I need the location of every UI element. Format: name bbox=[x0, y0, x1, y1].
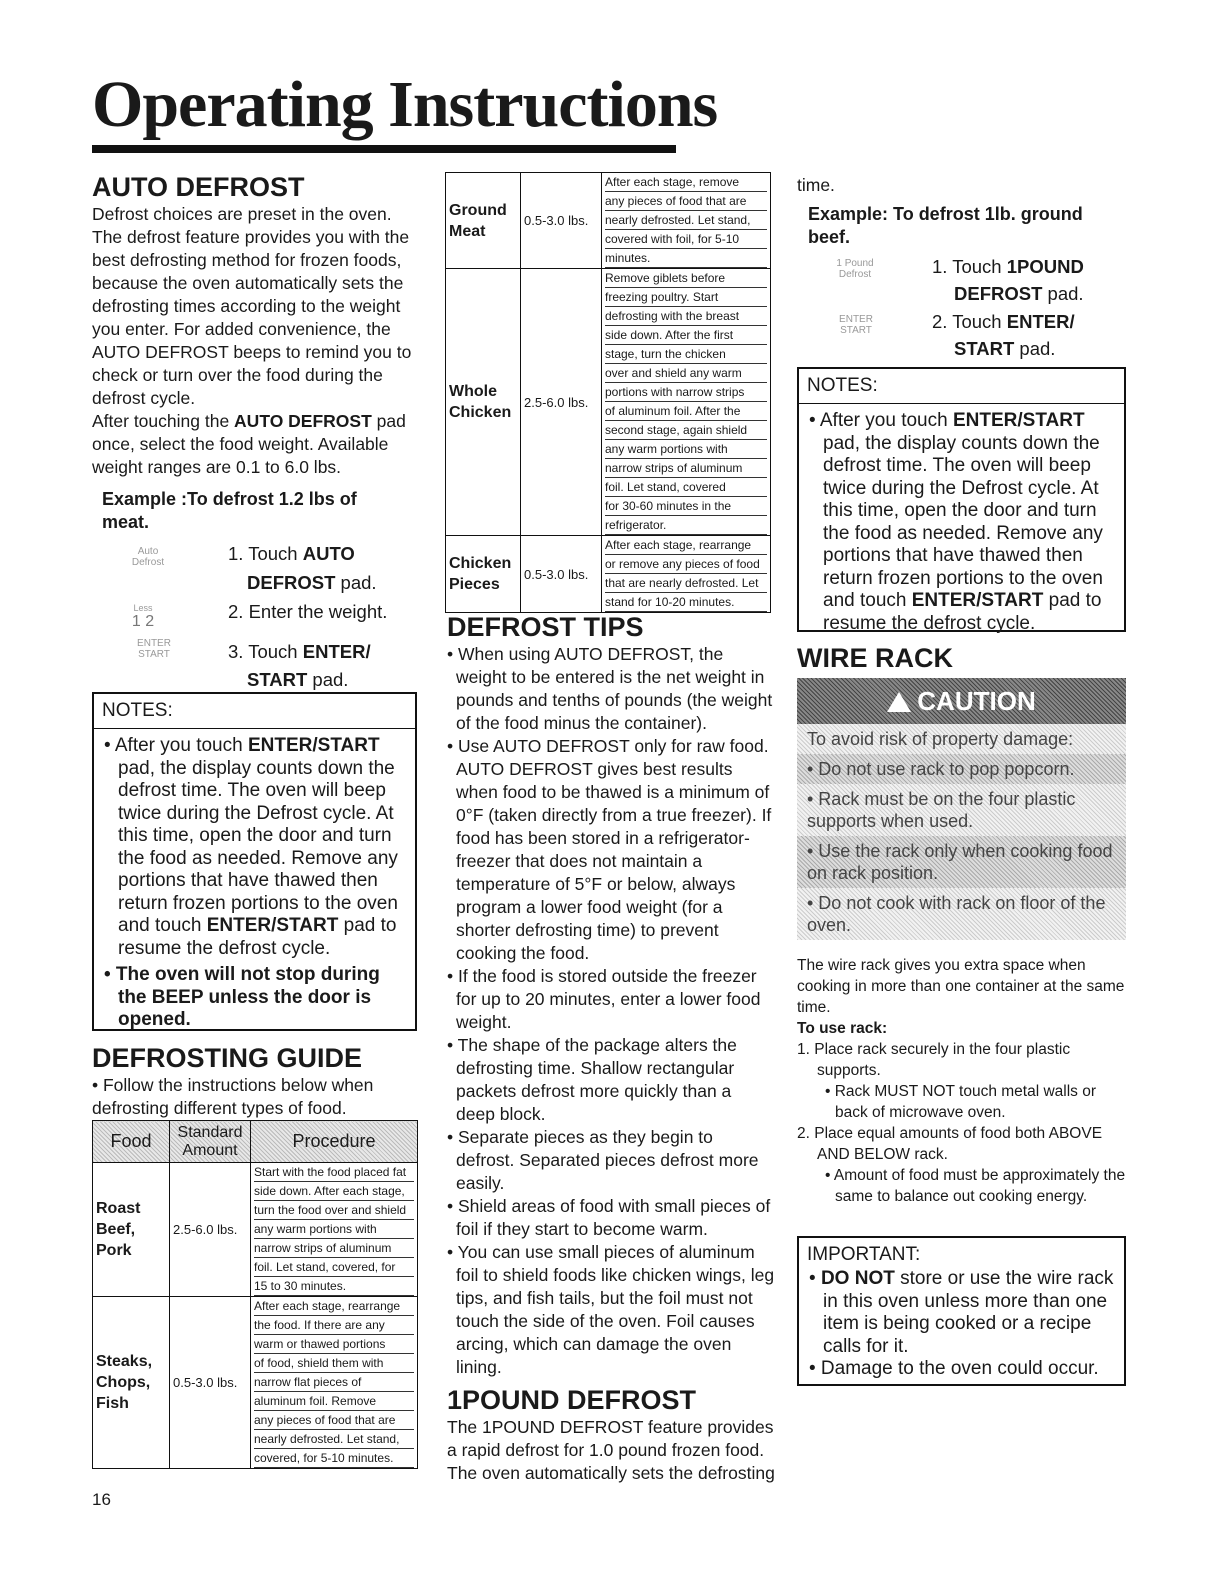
defrost-tip: • Separate pieces as they begin to defrost. Separated pieces defrost more easily. bbox=[447, 1127, 759, 1193]
warning-icon bbox=[887, 692, 911, 712]
defrost-tip: • Shield areas of food with small pieces of foil if they start to become warm. bbox=[447, 1196, 771, 1239]
table-row bbox=[446, 536, 771, 613]
one-pound-defrost-text-continued: time. bbox=[797, 175, 835, 195]
defrost-tip: • When using AUTO DEFROST, the weight to be entered is the net weight in pounds and tenths of pounds (the weight of the food minus the container). bbox=[447, 644, 773, 733]
page-title: Operating Instructions bbox=[92, 68, 718, 141]
notes-box-2 bbox=[797, 367, 1126, 632]
procedure-cell: After each stage, rearrange or remove any pieces of food that are nearly defrosted. Let stand for 10-20 minutes. bbox=[602, 536, 771, 613]
caution-box bbox=[797, 678, 1126, 940]
defrost-tip: • If the food is stored outside the freezer for up to 20 minutes, enter a lower food weight. bbox=[447, 966, 761, 1032]
food-cell: Steaks, Chops, Fish bbox=[93, 1297, 170, 1469]
table-header-row bbox=[93, 1121, 418, 1163]
notes-bullet: • After you touch ENTER/START pad, the display counts down the defrost time. The oven will beep twice during the Defrost cycle. At this time, open the door and turn the food as needed. Remove any portions that have thawed then return frozen portions to the oven and touch ENTER/START pad to resume the defrost cycle. bbox=[809, 410, 1103, 634]
one-pound-defrost-example: Example: To defrost 1lb. ground beef. bbox=[808, 204, 1083, 247]
defrost-tips-list bbox=[447, 643, 775, 1379]
one-pound-step-2: 2. Touch ENTER/ bbox=[932, 311, 1075, 332]
one-pound-defrost-pad-icon: 1 Pound Defrost bbox=[836, 258, 874, 280]
defrosting-guide-table-2 bbox=[445, 172, 771, 613]
caution-intro: To avoid risk of property damage: bbox=[807, 729, 1074, 749]
enter-start-pad-icon: ENTER START bbox=[137, 638, 171, 660]
wire-rack-text bbox=[797, 955, 1127, 1207]
amount-cell: 0.5-3.0 lbs. bbox=[170, 1297, 251, 1469]
defrost-tip: • Use AUTO DEFROST only for raw food. AUTO DEFROST gives best results when food to be thawed is a minimum of 0°F (taken directly from a true freezer). If food has been stored in a refrigerator-freezer that does not maintain a temperature of 5°F or below, always program a lower food weight (for a shorter defrosting time) to prevent cooking the food. bbox=[447, 736, 772, 963]
notes-header: NOTES: bbox=[94, 694, 415, 729]
number-pad-icon: Less 1 2 bbox=[131, 603, 155, 630]
procedure-cell: Remove giblets before freezing poultry. Start defrosting with the breast side down. After the first stage, turn the chicken over and shield any warm portions with narrow strips of aluminum foil. After the second stage, again shield any warm portions with narrow strips of aluminum foil. Let stand, covered for 30-60 minutes in the refrigerator. bbox=[602, 269, 771, 536]
to-use-rack-label: To use rack: bbox=[797, 1020, 888, 1037]
important-header: IMPORTANT: bbox=[807, 1244, 921, 1265]
procedure-cell: After each stage, rearrange the food. If there are any warm or thawed portions of food, shield them with narrow flat pieces of aluminum foil. Remove any pieces of food that are nearly defrosted. Let stand, covered, for 5-10 minutes. bbox=[251, 1297, 418, 1469]
page-number: 16 bbox=[92, 1490, 111, 1509]
one-pound-step-1-cont: DEFROST pad. bbox=[954, 283, 1084, 304]
auto-defrost-step-3: 3. Touch ENTER/ bbox=[228, 641, 371, 662]
auto-defrost-step-1: 1. Touch AUTO bbox=[228, 543, 355, 564]
notes-header: NOTES: bbox=[799, 369, 1124, 404]
one-pound-defrost-text: The 1POUND DEFROST feature provides a rapid defrost for 1.0 pound frozen food. The oven automatically sets the defrosting bbox=[447, 1417, 775, 1483]
caution-body bbox=[797, 724, 1126, 940]
auto-defrost-step-1-cont: DEFROST pad. bbox=[247, 572, 377, 593]
table-row bbox=[446, 269, 771, 536]
col-amount-header: Standard Amount bbox=[170, 1121, 251, 1163]
col-food-header: Food bbox=[93, 1121, 170, 1163]
amount-cell: 0.5-3.0 lbs. bbox=[521, 536, 602, 613]
notes-bullet-beep: • The oven will not stop during the BEEP unless the door is opened. bbox=[104, 964, 380, 1030]
auto-defrost-pad-icon: Auto Defrost bbox=[131, 546, 165, 568]
auto-defrost-heading: AUTO DEFROST bbox=[92, 172, 305, 202]
wire-rack-step-1: 1. Place rack securely in the four plastic supports. bbox=[797, 1041, 1071, 1079]
auto-defrost-example: Example :To defrost 1.2 lbs of meat. bbox=[102, 489, 357, 532]
important-box bbox=[797, 1236, 1126, 1386]
amount-cell: 0.5-3.0 lbs. bbox=[521, 173, 602, 269]
procedure-cell: Start with the food placed fat side down. After each stage, turn the food over and shield any warm portions with narrow strips of aluminum foil. Let stand, covered, for 15 to 30 minutes. bbox=[251, 1163, 418, 1297]
one-pound-step-1: 1. Touch 1POUND bbox=[932, 256, 1084, 277]
caution-header: CAUTION bbox=[797, 678, 1126, 724]
wire-rack-step-2: 2. Place equal amounts of food both ABOVE AND BELOW rack. bbox=[797, 1125, 1103, 1163]
table-row bbox=[93, 1297, 418, 1469]
defrost-tip: • You can use small pieces of aluminum foil to shield foods like chicken wings, leg tips, and fish tails, but the foil must not touch the side of the oven. Foil causes arcing, which can damage the oven lining. bbox=[447, 1242, 775, 1377]
title-rule bbox=[92, 145, 676, 153]
important-bullet: • DO NOT store or use the wire rack in this oven unless more than one item is being cooked or a recipe calls for it. bbox=[809, 1268, 1114, 1357]
caution-item: • Rack must be on the four plastic supports when used. bbox=[807, 789, 1076, 831]
defrosting-guide-table-1 bbox=[92, 1120, 418, 1469]
auto-defrost-text bbox=[92, 203, 417, 479]
notes-box bbox=[92, 692, 417, 1031]
table-row bbox=[446, 173, 771, 269]
food-cell: Ground Meat bbox=[446, 173, 521, 269]
amount-cell: 2.5-6.0 lbs. bbox=[521, 269, 602, 536]
important-bullet: • Damage to the oven could occur. bbox=[809, 1358, 1099, 1379]
table-row bbox=[93, 1163, 418, 1297]
notes-bullet: • After you touch ENTER/START pad, the display counts down the defrost time. The oven will beep twice during the Defrost cycle. At this time, open the door and turn the food as needed. Remove any portions that have thawed then return frozen portions to the oven and touch ENTER/START pad to resume the defrost cycle. bbox=[104, 735, 398, 959]
wire-rack-paragraph: The wire rack gives you extra space when cooking in more than one container at the same time. bbox=[797, 957, 1125, 1016]
auto-defrost-paragraph: Defrost choices are preset in the oven. The defrost feature provides you with the best defrosting method for frozen foods, because the oven automatically sets the defrosting times according to the weight you enter. For added convenience, the AUTO DEFROST beeps to remind you to check or turn over the food during the defrost cycle. bbox=[92, 204, 412, 408]
food-cell: Chicken Pieces bbox=[446, 536, 521, 613]
one-pound-defrost-heading: 1POUND DEFROST bbox=[447, 1385, 697, 1415]
wire-rack-heading: WIRE RACK bbox=[797, 643, 953, 673]
col-procedure-header: Procedure bbox=[251, 1121, 418, 1163]
food-cell: Roast Beef, Pork bbox=[93, 1163, 170, 1297]
amount-cell: 2.5-6.0 lbs. bbox=[170, 1163, 251, 1297]
caution-item: • Use the rack only when cooking food on rack position. bbox=[797, 836, 1126, 888]
procedure-cell: After each stage, remove any pieces of food that are nearly defrosted. Let stand, covered with foil, for 5-10 minutes. bbox=[602, 173, 771, 269]
auto-defrost-step-2: 2. Enter the weight. bbox=[228, 601, 388, 622]
defrosting-guide-intro: • Follow the instructions below when defrosting different types of food. bbox=[92, 1075, 374, 1118]
auto-defrost-step-3-cont: START pad. bbox=[247, 669, 349, 690]
auto-defrost-paragraph-2: After touching the AUTO DEFROST pad once, select the food weight. Available weight ranges are 0.1 to 6.0 lbs. bbox=[92, 411, 406, 477]
defrost-tips-heading: DEFROST TIPS bbox=[447, 612, 644, 642]
defrost-tip: • The shape of the package alters the defrosting time. Shallow rectangular packets defrost more quickly than a deep block. bbox=[447, 1035, 737, 1124]
one-pound-step-2-cont: START pad. bbox=[954, 338, 1056, 359]
wire-rack-step-1-sub: • Rack MUST NOT touch metal walls or back of microwave oven. bbox=[825, 1083, 1097, 1121]
caution-item: • Do not use rack to pop popcorn. bbox=[797, 754, 1126, 784]
defrosting-guide-heading: DEFROSTING GUIDE bbox=[92, 1043, 363, 1073]
enter-start-pad-icon: ENTER START bbox=[839, 314, 873, 336]
food-cell: Whole Chicken bbox=[446, 269, 521, 536]
wire-rack-step-2-sub: • Amount of food must be approximately the same to balance out cooking energy. bbox=[825, 1167, 1126, 1205]
caution-item: • Do not cook with rack on floor of the oven. bbox=[807, 893, 1106, 935]
